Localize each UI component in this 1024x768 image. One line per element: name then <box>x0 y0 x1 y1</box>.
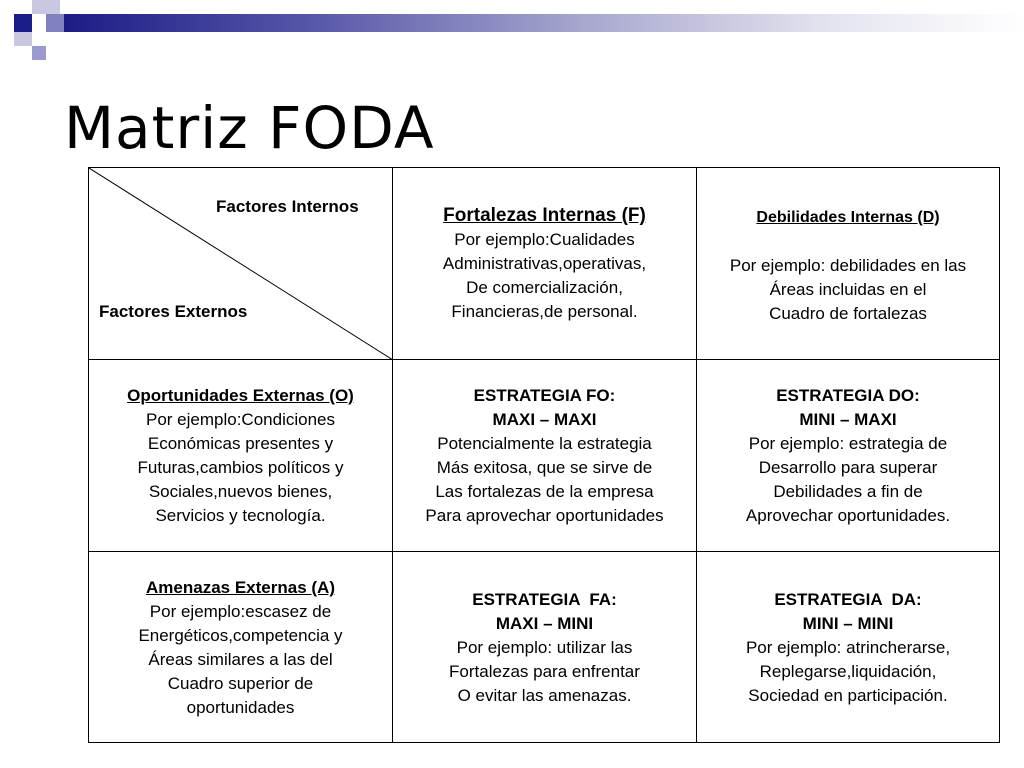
fo-subheading: MAXI – MAXI <box>492 410 597 429</box>
fortalezas-heading: Fortalezas Internas (F) <box>443 205 646 226</box>
spacer <box>697 230 999 254</box>
fortalezas-line: Administrativas,operativas, <box>442 254 647 273</box>
oportunidades-heading: Oportunidades Externas (O) <box>127 386 354 405</box>
debilidades-line: Por ejemplo: debilidades en las <box>729 256 967 275</box>
page-title: Matriz FODA <box>64 94 435 162</box>
estrategia-do-cell <box>696 359 1000 552</box>
fa-line: O evitar las amenazas. <box>457 686 632 705</box>
estrategia-fa-cell <box>392 551 697 743</box>
oportunidades-line: Futuras,cambios políticos y <box>137 458 344 477</box>
da-line: Replegarse,liquidación, <box>759 662 937 681</box>
header-square-mid-2 <box>32 46 46 60</box>
oportunidades-cell <box>88 359 393 552</box>
da-line: Por ejemplo: atrincherarse, <box>745 638 951 657</box>
oportunidades-line: Por ejemplo:Condiciones <box>146 410 335 429</box>
fo-heading: ESTRATEGIA FO: <box>473 386 616 405</box>
amenazas-line: Energéticos,competencia y <box>138 626 343 645</box>
fo-line: Potencialmente la estrategia <box>437 434 652 453</box>
debilidades-line: Cuadro de fortalezas <box>769 304 927 323</box>
foda-matrix <box>88 167 1000 743</box>
amenazas-line: Por ejemplo:escasez de <box>149 602 332 621</box>
fa-heading: ESTRATEGIA FA: <box>472 590 617 609</box>
estrategia-da-cell <box>696 551 1000 743</box>
fortalezas-line: De comercialización, <box>466 278 623 297</box>
header-square-dark <box>14 14 32 32</box>
amenazas-line: oportunidades <box>186 698 295 717</box>
fa-line: Por ejemplo: utilizar las <box>456 638 633 657</box>
header-gradient-bar <box>64 14 1024 32</box>
fo-line: Para aprovechar oportunidades <box>425 506 664 525</box>
fo-line: Las fortalezas de la empresa <box>435 482 654 501</box>
amenazas-cell <box>88 551 393 743</box>
amenazas-line: Áreas similares a las del <box>148 650 333 669</box>
da-subheading: MINI – MINI <box>802 614 894 633</box>
debilidades-line: Áreas incluidas en el <box>769 280 927 299</box>
header-square-mid <box>46 14 64 32</box>
fortalezas-cell <box>392 167 697 360</box>
fa-line: Fortalezas para enfrentar <box>449 662 640 681</box>
do-line: Debilidades a fin de <box>773 482 923 501</box>
fortalezas-line: Por ejemplo:Cualidades <box>454 230 635 249</box>
da-heading: ESTRATEGIA DA: <box>774 590 922 609</box>
fortalezas-line: Financieras,de personal. <box>451 302 638 321</box>
debilidades-heading: Debilidades Internas (D) <box>756 209 940 226</box>
estrategia-fo-cell <box>392 359 697 552</box>
internal-factors-label: Factores Internos <box>216 197 359 216</box>
oportunidades-line: Económicas presentes y <box>147 434 334 453</box>
oportunidades-line: Servicios y tecnología. <box>155 506 326 525</box>
do-line: Por ejemplo: estrategia de <box>748 434 948 453</box>
header-square-light <box>32 0 60 14</box>
do-heading: ESTRATEGIA DO: <box>776 386 920 405</box>
amenazas-line: Cuadro superior de <box>167 674 314 693</box>
corner-cell <box>88 167 393 360</box>
do-line: Desarrollo para superar <box>758 458 938 477</box>
do-subheading: MINI – MAXI <box>799 410 897 429</box>
do-line: Aprovechar oportunidades. <box>745 506 951 525</box>
fa-subheading: MAXI – MINI <box>495 614 594 633</box>
fo-line: Más exitosa, que se sirve de <box>436 458 653 477</box>
debilidades-cell <box>696 167 1000 360</box>
da-line: Sociedad en participación. <box>748 686 948 705</box>
oportunidades-line: Sociales,nuevos bienes, <box>148 482 333 501</box>
amenazas-heading: Amenazas Externas (A) <box>146 578 335 597</box>
header-square-light-2 <box>14 32 32 46</box>
external-factors-label: Factores Externos <box>99 302 248 321</box>
